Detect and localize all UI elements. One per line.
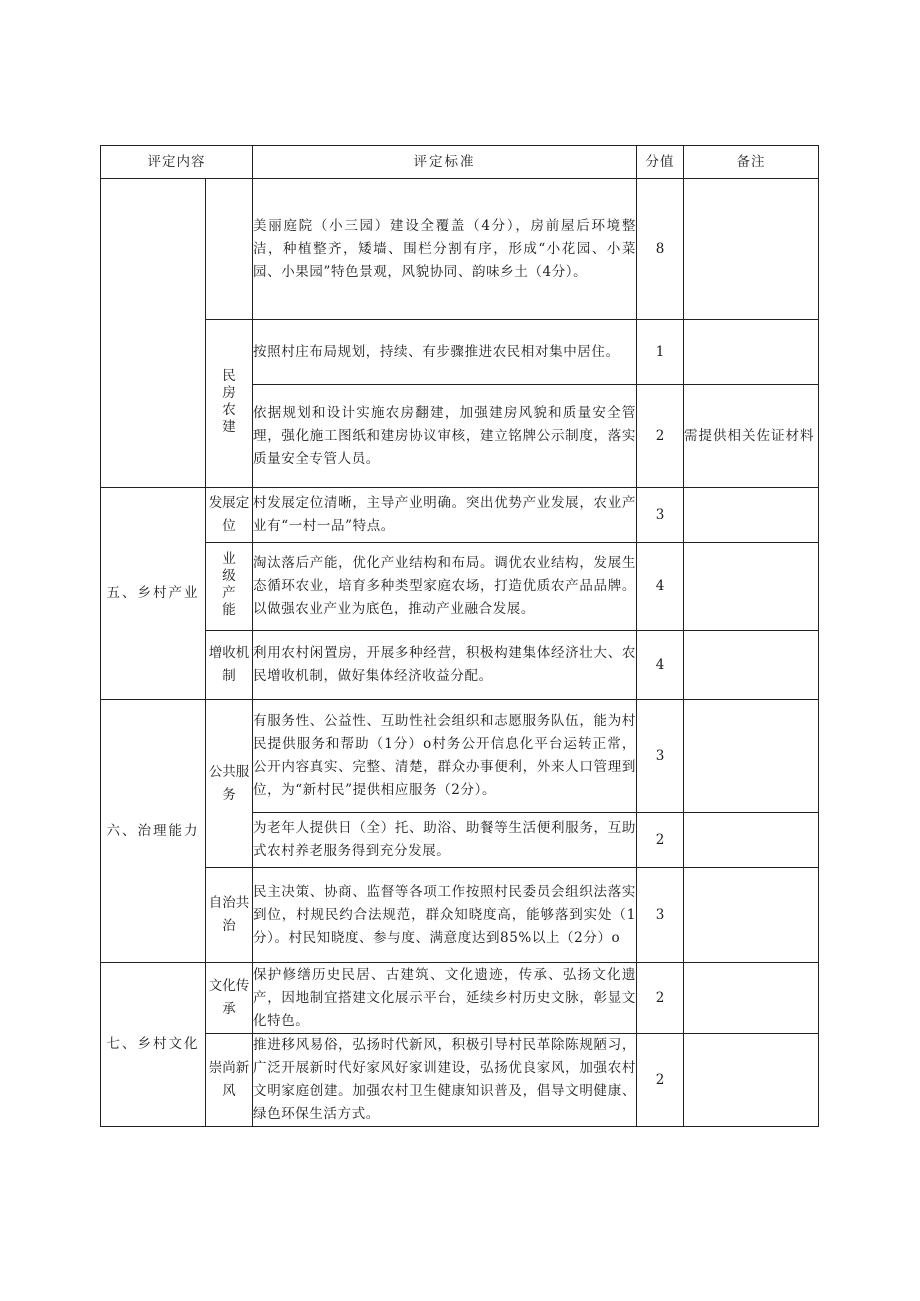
score-cell: 3 — [637, 488, 684, 543]
standard-cell: 推进移风易俗，弘扬时代新风，积极引导村民革除陈规陋习，广泛开展新时代好家风好家训建设，弘扬优良家风，加强农村文明家庭创建。加强农村卫生健康知识普及，倡导文明健康、绿色环保生活方式。 — [253, 1034, 637, 1127]
subcategory-cell: 发展定位 — [206, 488, 253, 543]
subcategory-cell: 崇尚新风 — [206, 1034, 253, 1127]
evaluation-table — [100, 145, 819, 1127]
note-cell — [684, 543, 819, 631]
score-cell: 8 — [637, 179, 684, 320]
score-cell: 4 — [637, 631, 684, 700]
standard-cell: 利用农村闲置房，开展多种经营，积极构建集体经济壮大、农民增收机制，做好集体经济收益分配。 — [253, 631, 637, 700]
standard-cell: 为老年人提供日（全）托、助浴、助餐等生活便利服务，互助式农村养老服务得到充分发展。 — [253, 813, 637, 868]
score-cell: 4 — [637, 543, 684, 631]
score-cell: 3 — [637, 868, 684, 963]
note-cell: 需提供相关佐证材料 — [684, 385, 819, 488]
note-cell — [684, 320, 819, 385]
table-row — [101, 1034, 819, 1127]
header-note: 备注 — [684, 146, 819, 179]
score-cell: 2 — [637, 813, 684, 868]
standard-cell: 有服务性、公益性、互助性社会组织和志愿服务队伍，能为村民提供服务和帮助（1分）o村务公开信息化平台运转正常，公开内容真实、完整、清楚，群众办事便利，外来人口管理到位，为“新村民”提供相应服务（2分）。 — [253, 700, 637, 813]
subcategory-cell: 公共服务 — [206, 700, 253, 868]
category-cell-continued — [101, 179, 206, 488]
standard-cell: 民主决策、协商、监督等各项工作按照村民委员会组织法落实到位，村规民约合法规范，群众知晓度高，能够落到实处（1分）。村民知晓度、参与度、满意度达到85%以上（2分）o — [253, 868, 637, 963]
category-cell: 五、乡村产业 — [101, 488, 206, 700]
note-cell — [684, 868, 819, 963]
note-cell — [684, 963, 819, 1034]
header-score: 分值 — [637, 146, 684, 179]
note-cell — [684, 1034, 819, 1127]
standard-cell: 保护修缮历史民居、古建筑、文化遗迹，传承、弘扬文化遗产，因地制宜搭建文化展示平台，延续乡村历史文脉，彰显文化特色。 — [253, 963, 637, 1034]
score-cell: 3 — [637, 700, 684, 813]
subcategory-cell: 增收机制 — [206, 631, 253, 700]
table-row — [101, 320, 819, 385]
standard-cell: 依据规划和设计实施农房翻建，加强建房风貌和质量安全管理，强化施工图纸和建房协议审核，建立铭牌公示制度，落实质量安全专管人员。 — [253, 385, 637, 488]
score-cell: 2 — [637, 1034, 684, 1127]
note-cell — [684, 179, 819, 320]
note-cell — [684, 700, 819, 813]
subcategory-label: 业级产能 — [222, 551, 236, 618]
table-row — [101, 963, 819, 1034]
note-cell — [684, 631, 819, 700]
subcategory-cell — [206, 320, 253, 488]
subcategory-cell — [206, 179, 253, 320]
header-row — [101, 146, 819, 179]
standard-cell: 美丽庭院（小三园）建设全覆盖（4分），房前屋后环境整洁，种植整齐，矮墙、围栏分割有序，形成“小花园、小菜园、小果园”特色景观，风貌协同、韵味乡土（4分）。 — [253, 179, 637, 320]
table-row — [101, 700, 819, 813]
header-content: 评定内容 — [101, 146, 253, 179]
table-row — [101, 868, 819, 963]
table-row — [101, 488, 819, 543]
note-cell — [684, 813, 819, 868]
category-cell: 六、治理能力 — [101, 700, 206, 963]
note-cell — [684, 488, 819, 543]
table-row — [101, 179, 819, 320]
category-cell: 七、乡村文化 — [101, 963, 206, 1127]
table-row — [101, 631, 819, 700]
subcategory-label: 民房农建 — [222, 368, 236, 435]
standard-cell: 村发展定位清晰，主导产业明确。突出优势产业发展，农业产业有“一村一品”特点。 — [253, 488, 637, 543]
subcategory-cell: 文化传承 — [206, 963, 253, 1034]
standard-cell: 按照村庄布局规划，持续、有步骤推进农民相对集中居住。 — [253, 320, 637, 385]
header-standard: 评定标准 — [253, 146, 637, 179]
score-cell: 1 — [637, 320, 684, 385]
score-cell: 2 — [637, 385, 684, 488]
standard-cell: 淘汰落后产能，优化产业结构和布局。调优农业结构，发展生态循环农业，培育多种类型家庭农场，打造优质农产品品牌。以做强农业产业为底色，推动产业融合发展。 — [253, 543, 637, 631]
table-row — [101, 543, 819, 631]
subcategory-cell — [206, 543, 253, 631]
subcategory-cell: 自治共治 — [206, 868, 253, 963]
score-cell: 2 — [637, 963, 684, 1034]
